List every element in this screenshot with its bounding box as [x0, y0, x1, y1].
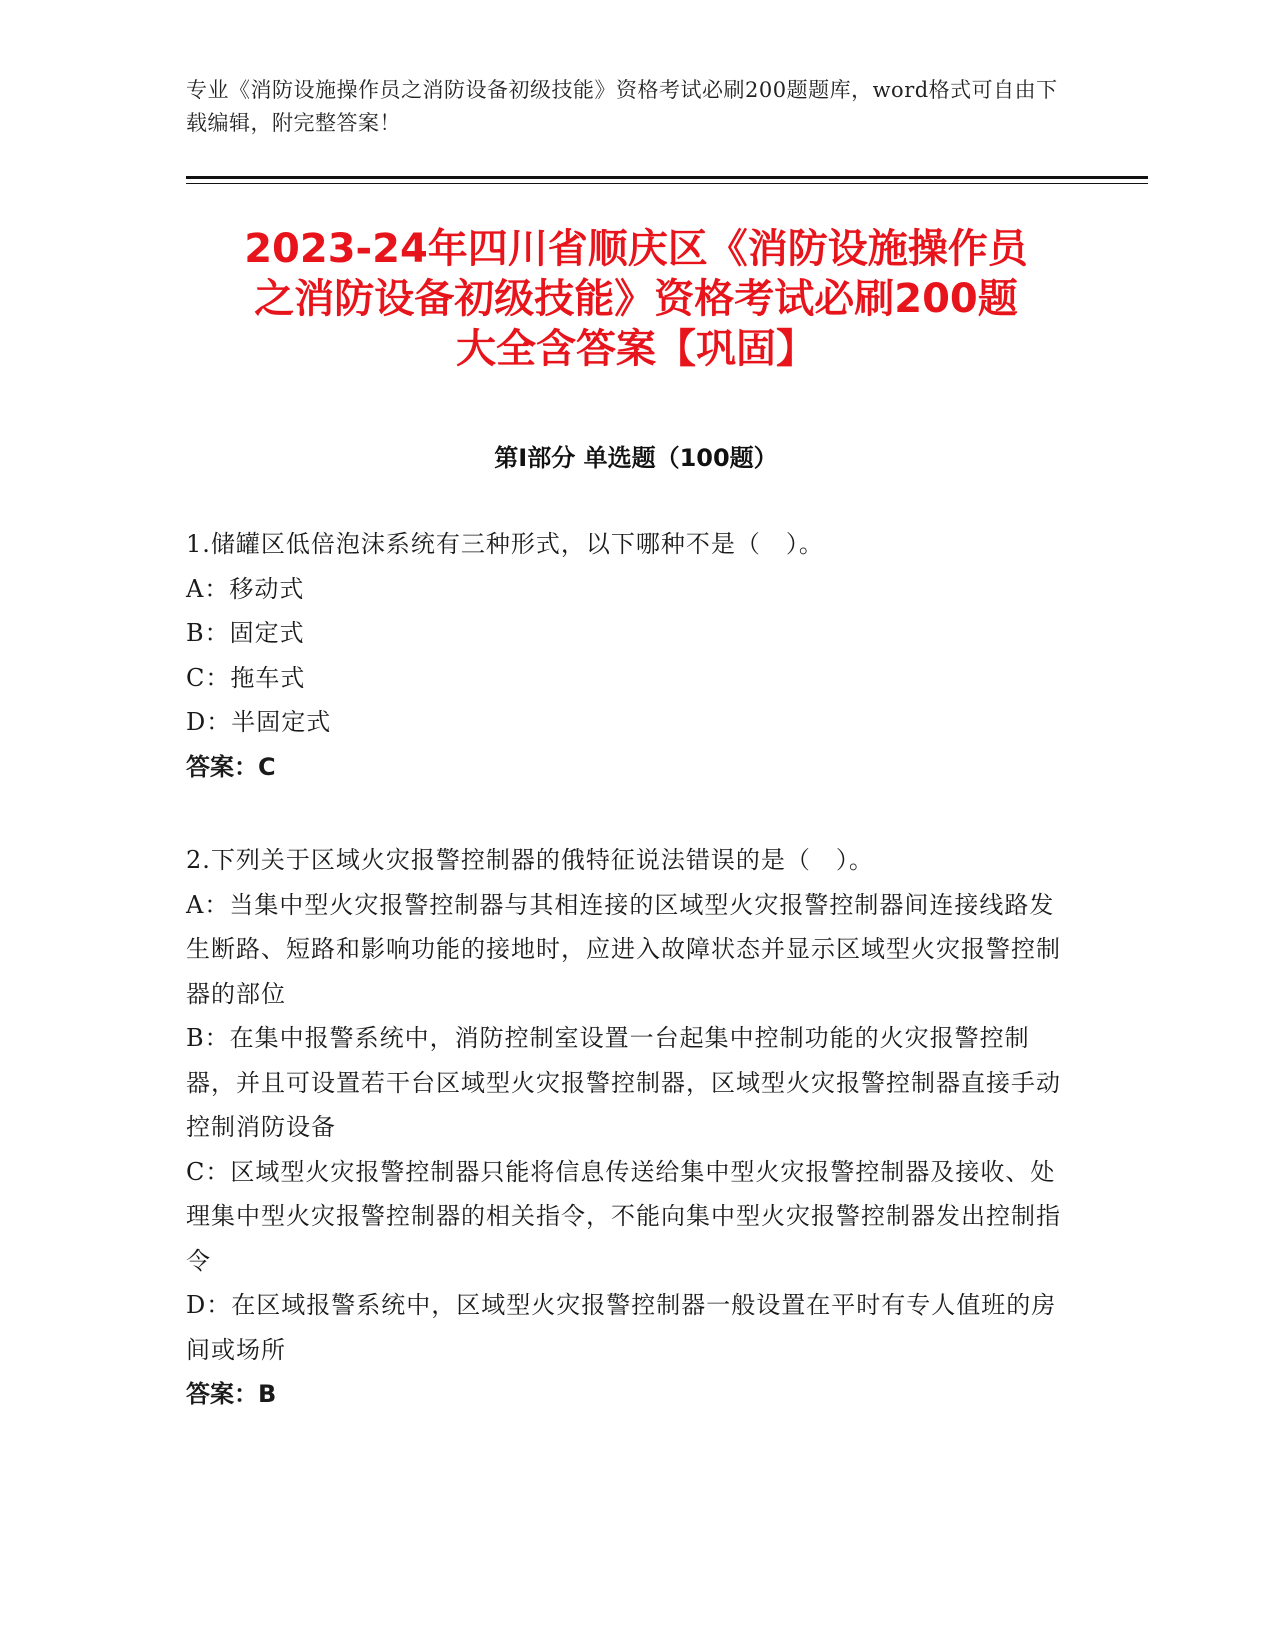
option-d: D：在区域报警系统中，区域型火灾报警控制器一般设置在平时有专人值班的房间或场所 [186, 1291, 1057, 1364]
option-b: B：固定式 [186, 619, 305, 647]
header-rule-thick [186, 176, 1148, 179]
answer-line: 答案：B [186, 1380, 277, 1408]
header-note: 专业《消防设施操作员之消防设备初级技能》资格考试必刷200题题库，word格式可自由下载编辑，附完整答案！ [186, 78, 1058, 135]
section-heading: 第Ⅰ部分 单选题（100题） [494, 444, 778, 472]
option-a: A：移动式 [186, 574, 305, 603]
question-stem: 2.下列关于区域火灾报警控制器的俄特征说法错误的是（ ）。 [186, 846, 874, 874]
question-2 [186, 838, 1066, 1417]
option-c: C：区域型火灾报警控制器只能将信息传送给集中型火灾报警控制器及接收、处理集中型火灾报警控制器的相关指令，不能向集中型火灾报警控制器发出控制指令 [186, 1157, 1061, 1275]
option-a: A：当集中型火灾报警控制器与其相连接的区域型火灾报警控制器间连接线路发生断路、短路和影响功能的接地时，应进入故障状态并显示区域型火灾报警控制器的部位 [186, 890, 1061, 1008]
title-line-2: 之消防设备初级技能》资格考试必刷200题 [254, 276, 1018, 322]
title-line-1: 2023-24年四川省顺庆区《消防设施操作员 [244, 226, 1028, 272]
option-b: B：在集中报警系统中，消防控制室设置一台起集中控制功能的火灾报警控制器，并且可设置若干台区域型火灾报警控制器，区域型火灾报警控制器直接手动控制消防设备 [186, 1024, 1061, 1141]
option-d: D：半固定式 [186, 708, 332, 736]
title-line-3: 大全含答案【巩固】 [456, 326, 816, 372]
question-stem: 1.储罐区低倍泡沫系统有三种形式，以下哪种不是（ ）。 [186, 530, 824, 558]
answer-line: 答案：C [186, 752, 276, 781]
question-1 [186, 522, 1066, 789]
option-c: C：拖车式 [186, 663, 306, 692]
header-rule-thin [186, 183, 1148, 184]
document-title [186, 224, 1086, 374]
